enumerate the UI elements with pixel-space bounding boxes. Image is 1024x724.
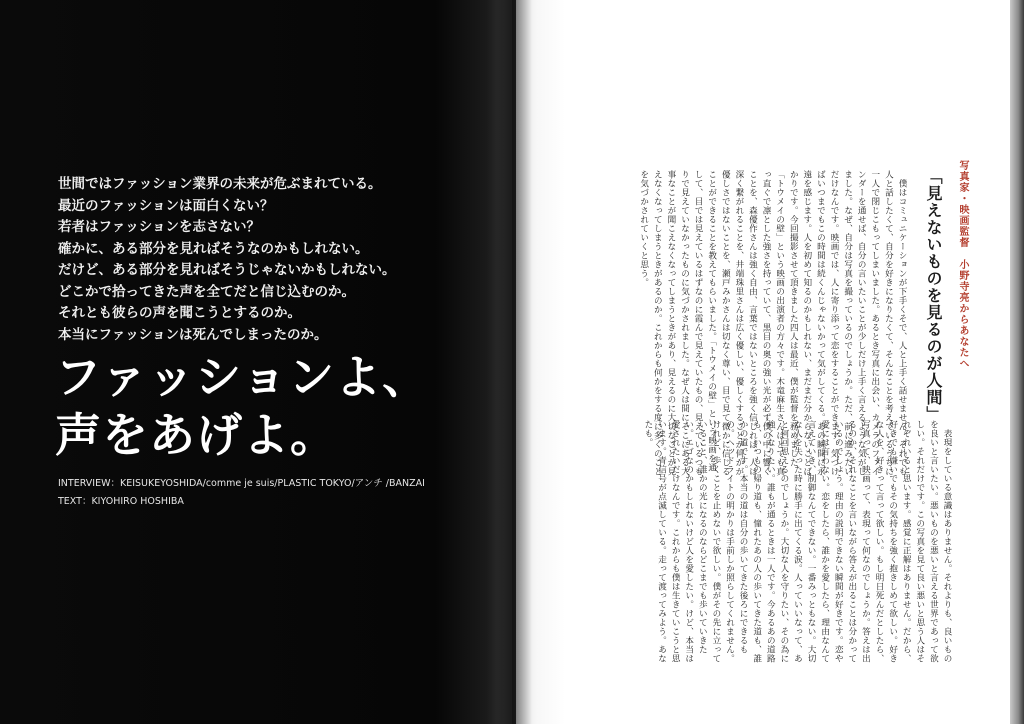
article-title: 「見えないものを見るのが人間」 <box>924 168 943 423</box>
article-subtitle: 写真家・映画監督 小野寺亮からあなたへ <box>957 160 968 369</box>
headline <box>55 348 429 464</box>
intro-line: 若者はファッションを志さない？ <box>58 219 260 235</box>
intro-text <box>58 174 478 346</box>
headline-line-2: 声をあげよ。 <box>55 408 337 462</box>
intro-line: 確かに、ある部分を見ればそうなのかもしれない。 <box>58 240 369 257</box>
intro-line: だけど、ある部分を見ればそうじゃないかもしれない。 <box>58 262 396 278</box>
intro-line: 本当にファッションは死んでしまったのか。 <box>58 326 328 343</box>
intro-line: それとも彼らの声を聞こうとするのか。 <box>58 305 301 321</box>
intro-line: 最近のファッションは面白くない？ <box>58 197 274 214</box>
body-paragraph: 表現をしている意識はありません。それよりも、良いものを良いと言いたい。悪いものを悪いと言える世界であって欲しい。それだけです。この写真を見て良い悪いと思う人はそれぞれいると思います。感覚に正解はありません。だから、好きでも嫌いでもその気持ちを強く抱きしめて欲しい。好きな人を、好きって言って欲しい。もし明日死んだとしたら、写真って、映画って、表現って何なのでしょうか。答えは出るのか、それなことを言いながら答えが出ることは分かっているのでしょう。理由の説明できない瞬間が好きです。恋や愛には言わない。恋をしたら、誰かを愛したら、理由なんて言えていき、制御なんてできない。一番みっともない。大切な人を失った時に勝手に出てくる涙。人っていいなって、あと何回思えるのでしょうか。大切な人を守りたい、その為に強くなりたい。誰もが通るときは一人です。今あるあの道路も、いつもの帰り道も、憧れたあの人の歩いてきた道も、誰かの道です。本当の道は自分の歩いてきた後ろにできるもの。ヘッドライトの明かりは手前しか照らしてくれません。けれど、歩くことを止めないで欲しい。僕がその先に立っていること、誰かの光になるのならどこまでも歩いていきたい。エゴなのかもしれないけど人を愛したい。けど、本当は愛されたいだけなんです。これからも僕は生きていこうと思います。青信号が点滅している。走って渡ってみよう。あなたも。 <box>642 420 952 663</box>
text-credit: TEXT：KIYOHIRO HOSHIBA <box>58 496 184 507</box>
body-paragraph: 僕はコミュニケーションが下手くそで、人と上手く話せません。それでも人と話したくて、自分を好きになりたくて、そんなことを考えているうちに一人で閉じこもってしまいました。あるとき写真に出会い、カメラのファインダーを通せば、自分の言いたいことが少しだけ上手く言えるような気がしました。なぜ、自分は写真を撮っているのでしょうか。ただ、前に進みたいだけなんです。映画では、人に寄り添って恋をすることができます。気づけばいつまでもこの時間は続くんじゃないかって気がしてくる。あの瞬間に永遠を感じます。人を初めて知るのかもしれない、まだまだ分からないことばかりです。今回撮影させて頂きました四人は最近、僕が監督を務めました「トウメイの壁」という映画の出演者の方々です。木竜麻生さんはとても真っ直ぐで凛とした強さを持っていて、黒目の奥の強い光が必ず僕の中に響くことを、森優作さんは強く自由、言葉ではないところを強く信じれば、人は深く繋がれることを、井端珠里さんは広く優しい、優しくすることが何かが優しさではないことを、瀬戸みかさんは切なく尊い、目で見て微かに信じることができることを教えてもらいました。「トウメイの壁」という映画を通して、目では見えているはずなのに霞んで見えていたもの、見えているつもりで見えていなかったものに気づかされました。なぜ人は間にそこにある大事なことが聞こえなくなってしまうときがあり、見えるのに大切なことが見えなくなってしまうときがあるのか。これからも何かをする度に多くのことを気づかされていくと思う。 <box>638 170 907 476</box>
headline-line-1: ファッションよ、 <box>55 350 430 404</box>
interview-credit: INTERVIEW：KEISUKEYOSHIDA/comme je suis/PLASTIC TOKYO/アンチ /BANZAI <box>58 478 425 489</box>
credits <box>58 475 425 511</box>
binding-gutter <box>496 0 532 724</box>
intro-line: どこかで拾ってきた声を全てだと信じ込むのか。 <box>58 283 355 300</box>
intro-line: 世間ではファッション業界の未来が危ぶまれている。 <box>58 176 382 192</box>
page-edge <box>1010 0 1024 724</box>
article-body-lower <box>533 420 953 670</box>
